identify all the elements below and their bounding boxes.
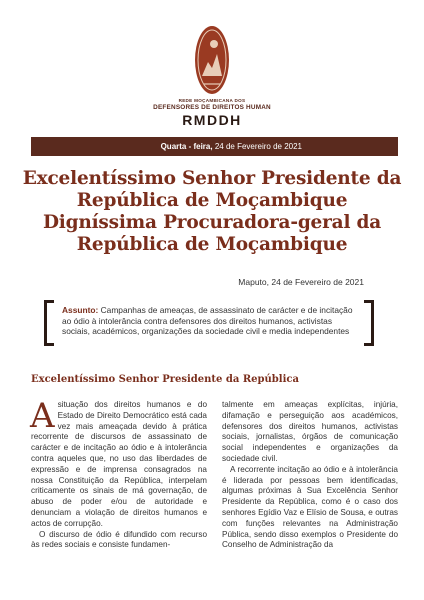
subject-label: Assunto: [62, 305, 99, 315]
org-abbreviation: RMDDH [182, 112, 242, 128]
drop-cap: A [30, 396, 55, 436]
subject-text [62, 305, 362, 337]
paragraph: A recorrente incitação ao ódio e à intolerância é liderada por pessoas bem identificadas, algumas próximas à Sua Excelência Senhor Presidente da República, como é o caso dos senhores Egídio Vaz e Elísio de Sousa, e outras com funções relevantes na Administração Pública, sendo disso exemplos o Presidente do Conselho de Administração da [222, 464, 398, 550]
org-name-line1: REDE MOÇAMBICANA DOS [178, 98, 246, 103]
bracket-left [44, 300, 54, 346]
paragraph [30, 396, 207, 530]
section-heading: Excelentíssimo Senhor Presidente da República [31, 374, 299, 385]
org-name-line2: DEFENSORES DE DIREITOS HUMAN [153, 104, 271, 111]
paragraph-text: situação dos direitos humanos e do Estado de Direito Democrático está cada vez mais ameaçada devido à prática recorrente de discursos de assassinato de carácter e de incitação ao ódio e à intolerância contra aqueles que, no uso das liberdades de expressão e de imprensa consagrados na nossa Constituição da República, interpelam criticamente os sinais de má governação, de abuso de poder e/ou de autoridade e denunciam a violação de direitos humanos e actos de corrupção. [31, 400, 207, 528]
subject-box [44, 300, 374, 346]
rmddh-logo-icon [194, 24, 230, 96]
place-date: Maputo, 24 de Fevereiro de 2021 [238, 277, 364, 287]
paragraph: talmente em ameaças explícitas, injúria, difamação e perseguição aos académicos, defensores dos direitos humanos, activistas sociais, jornalistas, órgãos de comunicação social independentes e organizações da sociedade civil. [222, 400, 398, 463]
weekday: Quarta - feira, [160, 142, 213, 151]
page-title: Excelentíssimo Senhor Presidente da República de Moçambique Digníssima Procuradora-geral da República de Moçambique [22, 168, 402, 255]
body-column-left [30, 396, 207, 551]
date-bar [31, 137, 398, 156]
bracket-right [364, 300, 374, 346]
date: 24 de Fevereiro de 2021 [214, 142, 302, 151]
paragraph: O discurso de ódio é difundido com recurso às redes sociais e consiste fundamen- [31, 529, 207, 550]
subject-content: Campanhas de ameaças, de assassinato de carácter e de incitação ao ódio à intolerância contra defensores dos direitos humanos, activistas sociais, académicos, organizações da sociedade civil e media independentes [62, 305, 353, 337]
body-column-right [222, 400, 398, 551]
